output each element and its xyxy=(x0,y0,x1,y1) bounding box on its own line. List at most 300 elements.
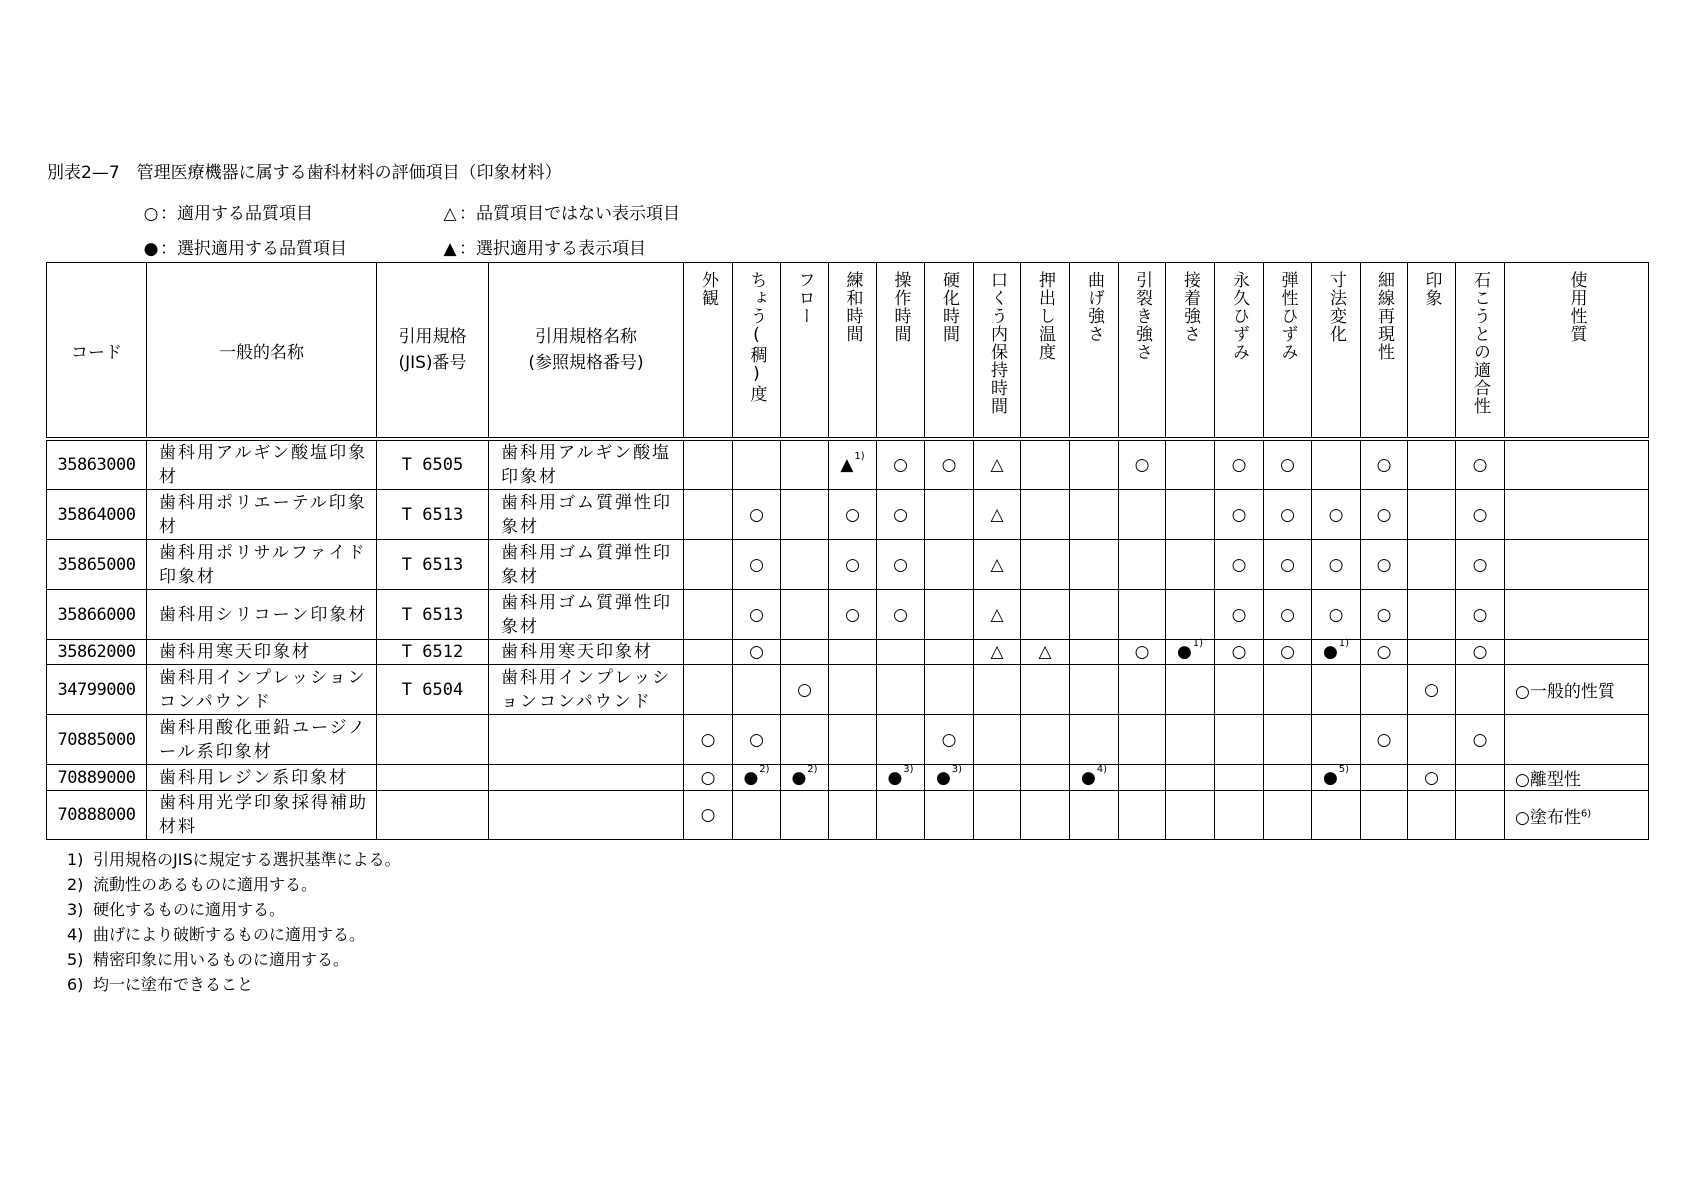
cell-mark xyxy=(1021,791,1070,840)
cell-mark xyxy=(1119,665,1166,715)
cell-code: 34799000 xyxy=(47,665,147,715)
header-jis: 引用規格 (JIS)番号 xyxy=(377,263,489,440)
cell-mark xyxy=(1361,490,1408,540)
cell-mark xyxy=(1021,439,1070,490)
open-triangle-icon: △ xyxy=(990,554,1004,575)
open-circle-icon: ○ xyxy=(1328,504,1344,525)
table-row xyxy=(47,765,1649,791)
evaluation-table xyxy=(46,262,1649,840)
cell-mark xyxy=(829,665,877,715)
open-circle-icon: ○ xyxy=(1280,504,1295,525)
open-triangle-icon: △ xyxy=(443,204,457,224)
cell-code: 35863000 xyxy=(47,439,147,490)
footnote-ref: 4) xyxy=(1096,763,1108,775)
cell-use-property xyxy=(1505,540,1649,590)
cell-use-property xyxy=(1505,765,1649,791)
open-circle-icon: ○ xyxy=(749,504,764,525)
cell-general-name: 歯科用酸化亜鉛ユージノール系印象材 xyxy=(147,715,377,765)
cell-general-name: 歯科用ポリエーテル印象材 xyxy=(147,490,377,540)
header-item: 押出し温度 xyxy=(1021,263,1070,440)
cell-ref-name xyxy=(489,791,684,840)
cell-mark xyxy=(1215,715,1264,765)
cell-mark xyxy=(1070,490,1119,540)
cell-use-property xyxy=(1505,665,1649,715)
cell-mark xyxy=(684,715,733,765)
cell-mark xyxy=(1166,715,1215,765)
footnote-ref: 1) xyxy=(1192,638,1204,650)
cell-code: 70888000 xyxy=(47,791,147,840)
cell-mark xyxy=(829,439,877,490)
open-circle-icon: ○ xyxy=(749,729,764,750)
open-circle-icon: ○ xyxy=(1472,455,1488,475)
cell-mark xyxy=(974,590,1021,640)
cell-mark xyxy=(1215,765,1264,791)
cell-mark xyxy=(1264,540,1312,590)
cell-general-name: 歯科用レジン系印象材 xyxy=(147,765,377,791)
cell-mark xyxy=(1361,791,1408,840)
cell-mark xyxy=(1166,665,1215,715)
header-name: 一般的名称 xyxy=(147,263,377,440)
open-circle-icon: ○ xyxy=(1231,455,1247,475)
cell-mark xyxy=(781,540,829,590)
footnote: 1) 引用規格のJISに規定する選択基準による。 xyxy=(67,850,401,869)
cell-use-property xyxy=(1505,791,1649,840)
cell-jis-number: T 6513 xyxy=(377,540,489,590)
footnote-ref: 1) xyxy=(1338,638,1350,650)
open-triangle-icon: △ xyxy=(990,455,1004,475)
footnote-ref: 3) xyxy=(951,763,963,775)
cell-mark xyxy=(1166,765,1215,791)
header-item: 口くう内保持時間 xyxy=(974,263,1021,440)
open-triangle-icon: △ xyxy=(990,604,1004,625)
cell-mark xyxy=(1456,791,1505,840)
cell-mark xyxy=(1264,665,1312,715)
cell-mark xyxy=(1264,590,1312,640)
cell-mark xyxy=(829,490,877,540)
open-circle-icon: ○ xyxy=(1424,679,1439,700)
cell-jis-number: T 6505 xyxy=(377,439,489,490)
legend-item-applicable: ○：適用する品質項目 xyxy=(143,204,313,224)
cell-mark xyxy=(781,590,829,640)
cell-mark xyxy=(1408,490,1456,540)
cell-mark xyxy=(1264,439,1312,490)
cell-mark xyxy=(1119,490,1166,540)
cell-mark xyxy=(925,791,974,840)
header-item: 寸法変化 xyxy=(1312,263,1361,440)
table-row xyxy=(47,791,1649,840)
open-circle-icon: ○ xyxy=(845,554,860,575)
cell-mark xyxy=(1166,791,1215,840)
cell-mark xyxy=(1408,665,1456,715)
cell-mark xyxy=(781,439,829,490)
cell-mark xyxy=(925,665,974,715)
cell-mark xyxy=(1021,490,1070,540)
cell-mark xyxy=(733,590,781,640)
cell-mark xyxy=(1408,640,1456,665)
open-circle-icon: ○ xyxy=(700,729,716,750)
table-title: 別表2—7 管理医療機器に属する歯科材料の評価項目（印象材料） xyxy=(47,163,562,183)
open-circle-icon: ○ xyxy=(749,604,764,625)
cell-mark xyxy=(1456,665,1505,715)
header-item: 弾性ひずみ xyxy=(1264,263,1312,440)
filled-triangle-icon: ▲ xyxy=(443,239,457,259)
cell-use-property xyxy=(1505,715,1649,765)
header-item: 印象 xyxy=(1408,263,1456,440)
cell-mark xyxy=(1408,715,1456,765)
open-circle-icon: ○ xyxy=(1472,642,1488,662)
header-ref-name: 引用規格名称 (参照規格番号) xyxy=(489,263,684,440)
footnote: 6) 均一に塗布できること xyxy=(67,975,254,994)
cell-code: 35864000 xyxy=(47,490,147,540)
cell-mark xyxy=(1361,439,1408,490)
cell-mark xyxy=(1166,439,1215,490)
cell-mark xyxy=(1070,590,1119,640)
cell-mark xyxy=(1215,439,1264,490)
open-circle-icon: ○ xyxy=(1376,455,1392,475)
cell-mark xyxy=(1408,765,1456,791)
cell-mark xyxy=(781,640,829,665)
cell-mark xyxy=(1408,590,1456,640)
header-item: フロー xyxy=(781,263,829,440)
open-circle-icon: ○ xyxy=(941,729,957,750)
cell-mark xyxy=(1264,715,1312,765)
footnote: 2) 流動性のあるものに適用する。 xyxy=(67,875,318,894)
cell-mark xyxy=(684,540,733,590)
cell-ref-name: 歯科用ゴム質弾性印象材 xyxy=(489,540,684,590)
cell-mark xyxy=(1264,791,1312,840)
footnote-ref: 1) xyxy=(854,451,865,463)
cell-mark xyxy=(684,590,733,640)
header-item: 操作時間 xyxy=(877,263,925,440)
cell-mark xyxy=(877,590,925,640)
open-circle-icon: ○ xyxy=(1376,504,1392,525)
cell-mark xyxy=(877,665,925,715)
cell-mark xyxy=(1070,791,1119,840)
cell-mark xyxy=(1361,665,1408,715)
cell-mark xyxy=(1119,715,1166,765)
open-circle-icon: ○ xyxy=(749,554,764,575)
cell-mark xyxy=(733,791,781,840)
footnote-ref: 2) xyxy=(807,763,818,775)
table-row xyxy=(47,640,1649,665)
cell-mark xyxy=(1361,590,1408,640)
cell-mark xyxy=(781,665,829,715)
cell-mark xyxy=(974,715,1021,765)
header-item: 引裂き強さ xyxy=(1119,263,1166,440)
header-item: 永久ひずみ xyxy=(1215,263,1264,440)
open-circle-icon: ○ xyxy=(1472,554,1488,575)
table-body xyxy=(47,439,1649,840)
filled-circle-icon: ● xyxy=(743,767,759,788)
cell-mark xyxy=(925,490,974,540)
cell-mark xyxy=(1361,715,1408,765)
cell-mark xyxy=(1021,640,1070,665)
cell-mark xyxy=(1312,791,1361,840)
cell-code: 35865000 xyxy=(47,540,147,590)
cell-mark xyxy=(733,715,781,765)
cell-mark xyxy=(829,590,877,640)
cell-mark xyxy=(1021,540,1070,590)
open-circle-icon: ○ xyxy=(1231,604,1247,625)
filled-circle-icon: ● xyxy=(791,767,807,788)
cell-mark xyxy=(1312,540,1361,590)
header-item: 細線再現性 xyxy=(1361,263,1408,440)
cell-mark xyxy=(1456,715,1505,765)
cell-mark xyxy=(877,640,925,665)
cell-general-name: 歯科用シリコーン印象材 xyxy=(147,590,377,640)
cell-use-property xyxy=(1505,590,1649,640)
cell-mark xyxy=(1215,490,1264,540)
cell-mark xyxy=(684,665,733,715)
cell-mark xyxy=(974,640,1021,665)
cell-mark xyxy=(1456,765,1505,791)
cell-mark xyxy=(1166,590,1215,640)
cell-mark xyxy=(781,765,829,791)
open-circle-icon: ○ xyxy=(1424,767,1439,788)
open-circle-icon: ○ xyxy=(1280,455,1295,475)
cell-jis-number: T 6513 xyxy=(377,590,489,640)
use-property-text: ○塗布性 xyxy=(1515,807,1581,828)
cell-mark xyxy=(1312,765,1361,791)
cell-ref-name: 歯科用ゴム質弾性印象材 xyxy=(489,590,684,640)
cell-mark xyxy=(1456,640,1505,665)
open-circle-icon: ○ xyxy=(941,455,957,475)
cell-mark xyxy=(1408,439,1456,490)
open-circle-icon: ○ xyxy=(1134,642,1150,662)
cell-mark xyxy=(1119,439,1166,490)
cell-ref-name: 歯科用インプレッションコンパウンド xyxy=(489,665,684,715)
footnote-ref: 6) xyxy=(1580,807,1592,819)
cell-general-name: 歯科用寒天印象材 xyxy=(147,640,377,665)
cell-mark xyxy=(877,715,925,765)
cell-mark xyxy=(1119,640,1166,665)
cell-mark xyxy=(684,765,733,791)
header-code: コード xyxy=(47,263,147,440)
cell-use-property xyxy=(1505,439,1649,490)
cell-general-name: 歯科用インプレッションコンパウンド xyxy=(147,665,377,715)
cell-mark xyxy=(1361,540,1408,590)
cell-ref-name: 歯科用アルギン酸塩印象材 xyxy=(489,439,684,490)
filled-circle-icon: ● xyxy=(1080,767,1096,788)
open-triangle-icon: △ xyxy=(990,642,1004,662)
cell-code: 70889000 xyxy=(47,765,147,791)
cell-mark xyxy=(925,640,974,665)
open-circle-icon: ○ xyxy=(143,204,159,224)
open-circle-icon: ○ xyxy=(1472,729,1488,750)
open-circle-icon: ○ xyxy=(1472,604,1488,625)
cell-mark xyxy=(877,490,925,540)
cell-mark xyxy=(1215,590,1264,640)
cell-mark xyxy=(1408,540,1456,590)
cell-mark xyxy=(1070,715,1119,765)
cell-mark xyxy=(733,540,781,590)
table-row xyxy=(47,665,1649,715)
cell-mark xyxy=(1021,665,1070,715)
footnote: 5) 精密印象に用いるものに適用する。 xyxy=(67,950,350,969)
cell-use-property xyxy=(1505,490,1649,540)
cell-mark xyxy=(1264,640,1312,665)
filled-circle-icon: ● xyxy=(1176,642,1192,662)
header-item: 練和時間 xyxy=(829,263,877,440)
open-circle-icon: ○ xyxy=(1280,554,1295,575)
cell-mark xyxy=(1215,640,1264,665)
footnote-ref: 2) xyxy=(759,763,770,775)
open-circle-icon: ○ xyxy=(845,604,860,625)
header-use: 使用性質 xyxy=(1505,263,1649,440)
cell-mark xyxy=(1021,590,1070,640)
cell-mark xyxy=(733,490,781,540)
use-property-text: ○一般的性質 xyxy=(1515,682,1615,702)
cell-mark xyxy=(1119,590,1166,640)
cell-ref-name xyxy=(489,715,684,765)
cell-mark xyxy=(925,540,974,590)
cell-mark xyxy=(1070,765,1119,791)
cell-code: 35862000 xyxy=(47,640,147,665)
cell-mark xyxy=(1264,765,1312,791)
cell-jis-number xyxy=(377,791,489,840)
cell-mark xyxy=(829,791,877,840)
cell-mark xyxy=(925,765,974,791)
cell-mark xyxy=(1215,791,1264,840)
header-item: ちょう(稠)度 xyxy=(733,263,781,440)
cell-mark xyxy=(733,439,781,490)
cell-mark xyxy=(684,640,733,665)
cell-code: 70885000 xyxy=(47,715,147,765)
cell-mark xyxy=(1070,640,1119,665)
cell-use-property xyxy=(1505,640,1649,665)
cell-general-name: 歯科用ポリサルファイド印象材 xyxy=(147,540,377,590)
open-circle-icon: ○ xyxy=(1280,604,1295,625)
cell-mark xyxy=(1456,439,1505,490)
cell-general-name: 歯科用光学印象採得補助材料 xyxy=(147,791,377,840)
cell-mark xyxy=(974,765,1021,791)
open-circle-icon: ○ xyxy=(1280,642,1295,662)
cell-mark xyxy=(1312,715,1361,765)
cell-mark xyxy=(1070,439,1119,490)
cell-mark xyxy=(829,540,877,590)
use-property-text: ○離型性 xyxy=(1515,770,1581,790)
open-circle-icon: ○ xyxy=(1376,604,1392,625)
filled-circle-icon: ● xyxy=(935,767,951,788)
cell-mark xyxy=(781,490,829,540)
cell-mark xyxy=(925,439,974,490)
cell-mark xyxy=(974,791,1021,840)
cell-general-name: 歯科用アルギン酸塩印象材 xyxy=(147,439,377,490)
cell-mark xyxy=(684,490,733,540)
cell-mark xyxy=(877,791,925,840)
cell-mark xyxy=(1215,540,1264,590)
cell-mark xyxy=(781,715,829,765)
filled-triangle-icon: ▲ xyxy=(840,455,854,475)
cell-mark xyxy=(781,791,829,840)
cell-mark xyxy=(1166,540,1215,590)
cell-mark xyxy=(1456,540,1505,590)
cell-mark xyxy=(1215,665,1264,715)
footnote-ref: 3) xyxy=(903,763,914,775)
footnote: 4) 曲げにより破断するものに適用する。 xyxy=(67,925,366,944)
open-circle-icon: ○ xyxy=(1376,642,1392,662)
open-circle-icon: ○ xyxy=(700,767,716,788)
cell-jis-number: T 6513 xyxy=(377,490,489,540)
cell-mark xyxy=(684,791,733,840)
legend-item-optional-quality: ●：選択適用する品質項目 xyxy=(143,239,347,259)
legend-item-optional-display: ▲ ：選択適用する表示項目 xyxy=(441,234,646,259)
header-item: 接着強さ xyxy=(1166,263,1215,440)
cell-mark xyxy=(733,665,781,715)
cell-mark xyxy=(925,715,974,765)
cell-mark xyxy=(1456,490,1505,540)
open-circle-icon: ○ xyxy=(1231,642,1247,662)
open-circle-icon: ○ xyxy=(1231,504,1247,525)
cell-mark xyxy=(1312,665,1361,715)
cell-mark xyxy=(1166,640,1215,665)
cell-mark xyxy=(1119,540,1166,590)
cell-jis-number: T 6512 xyxy=(377,640,489,665)
cell-mark xyxy=(877,540,925,590)
cell-ref-name xyxy=(489,765,684,791)
footnotes xyxy=(67,847,401,997)
cell-mark xyxy=(877,439,925,490)
header-item: 硬化時間 xyxy=(925,263,974,440)
cell-mark xyxy=(733,640,781,665)
open-triangle-icon: △ xyxy=(1038,642,1052,662)
cell-mark xyxy=(733,765,781,791)
cell-jis-number xyxy=(377,765,489,791)
header-item: 石こうとの適合性 xyxy=(1456,263,1505,440)
table-row xyxy=(47,490,1649,540)
filled-circle-icon: ● xyxy=(1322,767,1338,788)
open-circle-icon: ○ xyxy=(1231,554,1247,575)
cell-mark xyxy=(1166,490,1215,540)
filled-circle-icon: ● xyxy=(887,767,903,788)
cell-jis-number: T 6504 xyxy=(377,665,489,715)
filled-circle-icon: ● xyxy=(143,239,159,259)
open-circle-icon: ○ xyxy=(1472,504,1488,525)
table-row xyxy=(47,715,1649,765)
open-circle-icon: ○ xyxy=(893,604,908,625)
table-row xyxy=(47,590,1649,640)
cell-ref-name: 歯科用ゴム質弾性印象材 xyxy=(489,490,684,540)
header-item: 曲げ強さ xyxy=(1070,263,1119,440)
cell-mark xyxy=(1070,665,1119,715)
open-circle-icon: ○ xyxy=(1328,604,1344,625)
cell-mark xyxy=(1264,490,1312,540)
cell-mark xyxy=(1312,590,1361,640)
cell-mark xyxy=(1119,765,1166,791)
open-circle-icon: ○ xyxy=(893,455,908,475)
cell-mark xyxy=(1361,765,1408,791)
open-circle-icon: ○ xyxy=(1328,554,1344,575)
open-triangle-icon: △ xyxy=(990,504,1004,525)
header-row xyxy=(47,263,1649,440)
table-row xyxy=(47,540,1649,590)
open-circle-icon: ○ xyxy=(700,805,716,825)
cell-mark xyxy=(1361,640,1408,665)
cell-jis-number xyxy=(377,715,489,765)
cell-mark xyxy=(1408,791,1456,840)
cell-mark xyxy=(974,490,1021,540)
cell-mark xyxy=(974,665,1021,715)
open-circle-icon: ○ xyxy=(893,554,908,575)
cell-mark xyxy=(1021,715,1070,765)
cell-mark xyxy=(1312,640,1361,665)
open-circle-icon: ○ xyxy=(797,679,812,700)
table-row xyxy=(47,439,1649,490)
cell-mark xyxy=(925,590,974,640)
cell-mark xyxy=(974,540,1021,590)
cell-mark xyxy=(1312,439,1361,490)
filled-circle-icon: ● xyxy=(1322,642,1338,662)
